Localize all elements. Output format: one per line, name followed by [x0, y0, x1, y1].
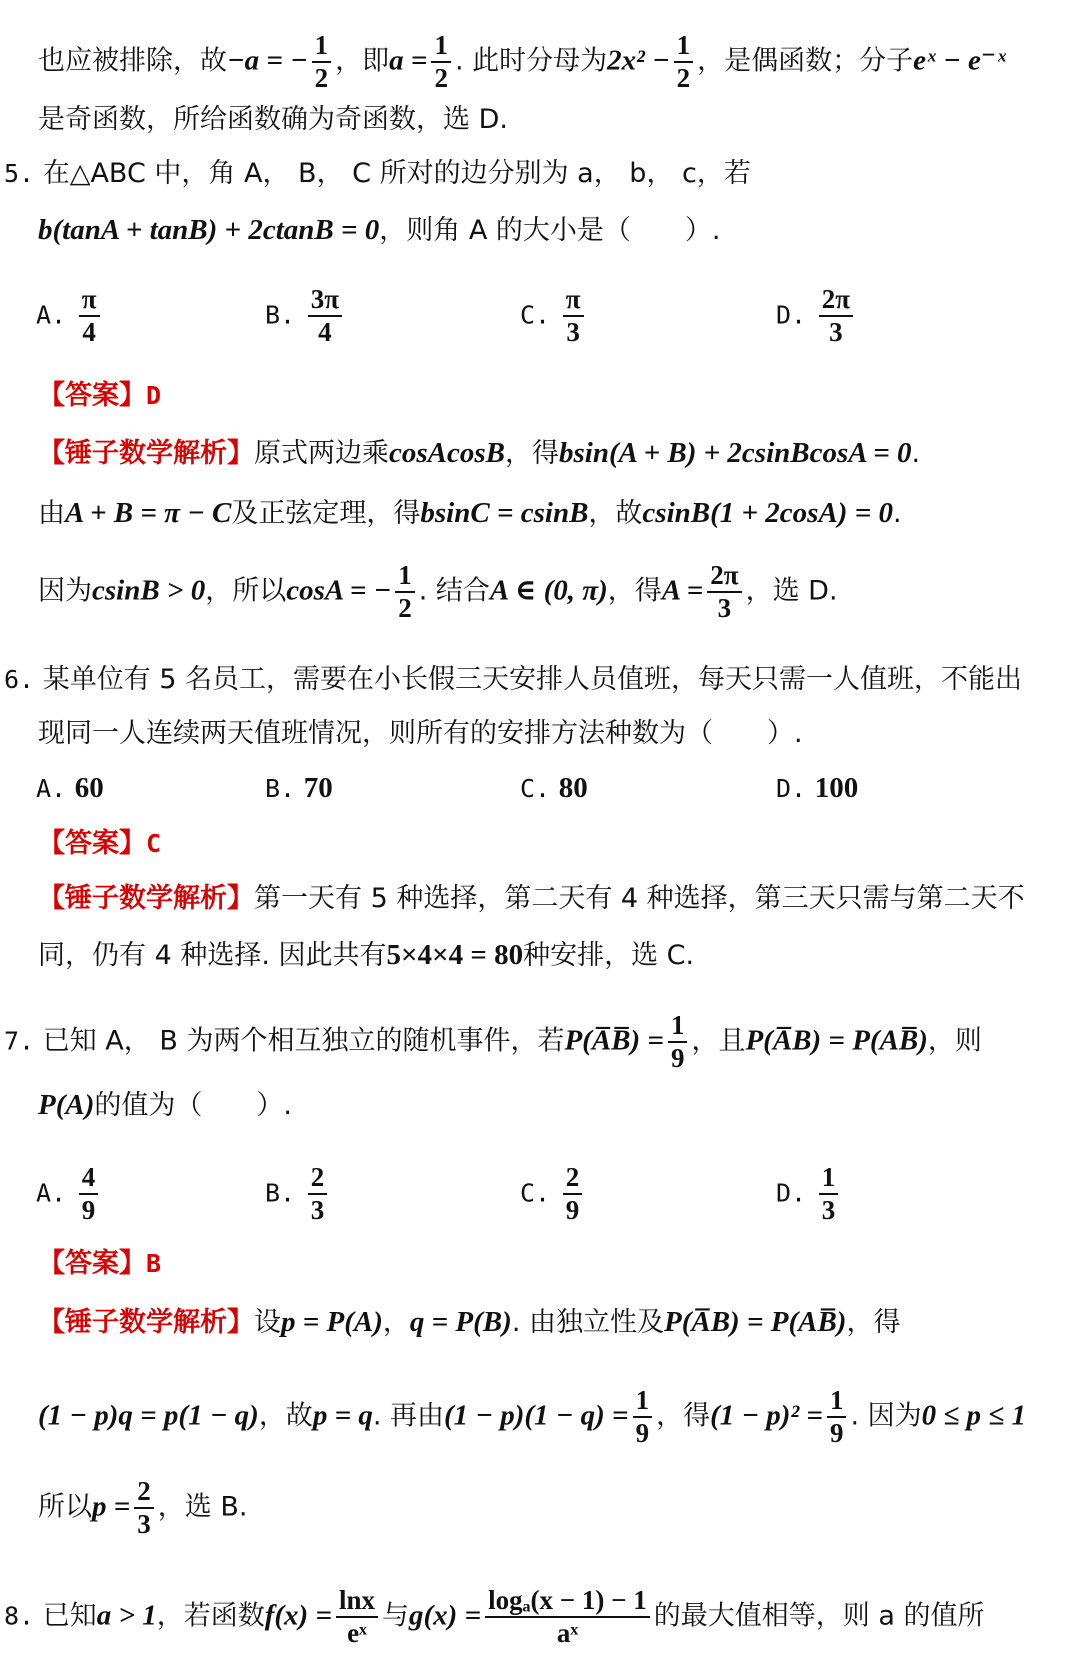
text: ，故	[258, 1400, 313, 1432]
math: A ∈ (0, π)	[489, 574, 608, 607]
text: ，	[382, 1307, 410, 1338]
math: csinB > 0	[92, 574, 206, 607]
frac-num: 4	[79, 1162, 99, 1195]
fraction	[485, 1585, 650, 1649]
q7-option-a	[36, 1162, 102, 1226]
analysis-tag: 【锤子数学解析】	[38, 1307, 254, 1338]
frac-num: 3π	[308, 284, 342, 317]
frac-den: 4	[82, 317, 96, 347]
answer-value: D	[146, 381, 162, 410]
q7-analysis-line-1	[38, 1305, 1080, 1340]
analysis-tag: 【锤子数学解析】	[38, 438, 254, 469]
option-letter: B.	[265, 774, 296, 803]
frac-den: aˣ	[556, 1618, 579, 1648]
option-letter: A.	[36, 1178, 67, 1208]
text: 种安排，选 C.	[523, 940, 695, 971]
fraction	[827, 1385, 847, 1449]
fraction	[668, 1010, 688, 1074]
option-letter: A.	[36, 774, 67, 803]
q7-analysis-line-3	[38, 1476, 1080, 1540]
math: bsinC = csinB	[420, 497, 589, 529]
text: ，得	[846, 1307, 901, 1338]
question-number: 6.	[4, 665, 35, 694]
math: cosA = −	[286, 574, 392, 607]
frac-num: 2π	[819, 284, 853, 317]
frac-den: 9	[635, 1418, 650, 1448]
math: A + B = π − C	[65, 497, 232, 529]
math: A =	[661, 574, 704, 607]
answer-tag: 【答案】	[38, 380, 146, 411]
option-letter: D.	[776, 1178, 807, 1208]
frac-num: 2	[563, 1162, 583, 1195]
q7-option-d	[776, 1162, 842, 1226]
frac-den: 3	[310, 1195, 325, 1225]
text: ，是偶函数；分子	[697, 45, 914, 77]
answer-tag: 【答案】	[38, 828, 146, 859]
option-letter: A.	[36, 300, 67, 330]
question-text: 的值为（ ）.	[94, 1090, 292, 1121]
answer-value: C	[146, 829, 162, 858]
fraction	[134, 1476, 154, 1540]
option-value: 70	[303, 772, 333, 804]
math: 5×4×4 = 80	[386, 939, 524, 971]
q5-stem-line-1	[4, 157, 1080, 191]
question-text: ，则角 A 的大小是（ ）.	[379, 215, 721, 246]
option-value: 80	[558, 772, 588, 804]
text: 第一天有 5 种选择，第二天有 4 种选择，第三天只需与第二天不	[254, 883, 1025, 914]
text: ，即	[335, 45, 390, 77]
option-value: 100	[814, 772, 859, 804]
text: ，故	[588, 498, 643, 529]
text: ，选 B.	[157, 1491, 248, 1523]
q5-answer	[38, 379, 1080, 413]
text: ，得	[656, 1400, 711, 1432]
math: P(A̅B) = P(AB̅)	[745, 1024, 928, 1057]
frac-den: 4	[318, 317, 332, 347]
frac-num: π	[79, 284, 100, 317]
q7-stem-line-1	[4, 1010, 1080, 1074]
frac-den: 9	[81, 1195, 96, 1225]
frac-den: 9	[565, 1195, 580, 1225]
q5-analysis-line-2	[38, 496, 1080, 531]
text: ，选 D.	[745, 575, 838, 607]
math: (1 − p)(1 − q) =	[444, 1399, 629, 1432]
math: p = P(A)	[281, 1306, 383, 1338]
question-number: 7.	[4, 1026, 35, 1056]
math: (1 − p)q = p(1 − q)	[38, 1399, 259, 1432]
math: eˣ − e⁻ˣ	[913, 44, 1006, 77]
fraction	[431, 30, 451, 94]
option-value: 60	[74, 772, 104, 804]
math: p = q	[312, 1399, 373, 1432]
frac-den: 3	[566, 317, 580, 347]
frac-num: 1	[431, 30, 451, 63]
math: P(A̅B) = P(AB̅)	[663, 1306, 847, 1338]
frac-num: 1	[827, 1385, 847, 1418]
question-text: 的最大值相等，则 a 的值所	[653, 1600, 985, 1632]
frac-num: logₐ(x − 1) − 1	[485, 1585, 650, 1618]
text: . 结合	[418, 575, 490, 607]
math: P(A̅B̅) =	[564, 1024, 664, 1057]
math: P(A)	[38, 1089, 95, 1121]
fraction	[819, 284, 853, 348]
frac-den: 3	[821, 1195, 836, 1225]
prev-solution-line-1	[38, 30, 1080, 94]
question-text: ，则	[927, 1025, 982, 1057]
fraction	[395, 560, 415, 624]
q6-stem-line-1	[4, 663, 1080, 697]
question-text: 已知 A， B 为两个相互独立的随机事件，若	[42, 1025, 565, 1057]
question-number: 8.	[4, 1601, 35, 1631]
q5-option-d	[776, 284, 857, 348]
fraction	[674, 30, 694, 94]
frac-den: 9	[829, 1418, 844, 1448]
text: .	[892, 498, 902, 529]
q7-option-c	[520, 1162, 586, 1226]
math: bsin(A + B) + 2csinBcosA = 0	[559, 437, 912, 469]
question-text: ，若函数	[156, 1600, 265, 1632]
option-letter: B.	[265, 1178, 296, 1208]
fraction	[563, 284, 584, 348]
fraction	[563, 1162, 583, 1226]
math: −a = −	[227, 44, 308, 77]
text: 原式两边乘	[254, 438, 389, 469]
text: 同，仍有 4 种选择. 因此共有	[38, 940, 387, 971]
math: a > 1	[96, 1599, 157, 1632]
option-letter: D.	[776, 300, 807, 330]
frac-num: 1	[395, 560, 415, 593]
q6-stem-line-2: 现同一人连续两天值班情况，则所有的安排方法种数为（ ）.	[38, 718, 803, 749]
text: ，得	[505, 438, 559, 469]
math: a =	[389, 44, 428, 77]
fraction	[312, 30, 332, 94]
text: . 再由	[372, 1400, 445, 1432]
frac-num: 1	[674, 30, 694, 63]
frac-num: π	[563, 284, 584, 317]
q7-analysis-line-2	[38, 1385, 1080, 1449]
math: 2x² −	[607, 44, 670, 77]
analysis-tag: 【锤子数学解析】	[38, 883, 254, 914]
text: . 由独立性及	[511, 1307, 664, 1338]
frac-num: lnx	[336, 1585, 378, 1618]
fraction	[707, 560, 741, 624]
fraction	[79, 1162, 99, 1226]
frac-num: 2	[134, 1476, 154, 1509]
frac-den: 3	[137, 1509, 151, 1539]
q5-stem-line-2	[38, 213, 1080, 248]
fraction	[819, 1162, 839, 1226]
q6-analysis-line-1	[38, 882, 1080, 916]
fraction	[79, 284, 100, 348]
math: q = P(B)	[409, 1306, 512, 1338]
q6-option-a	[36, 772, 104, 805]
option-letter: C.	[520, 1178, 551, 1208]
frac-num: 1	[668, 1010, 688, 1043]
math: g(x) =	[409, 1599, 482, 1632]
q6-option-b	[265, 772, 333, 805]
answer-tag: 【答案】	[38, 1248, 146, 1279]
frac-den: 2	[314, 63, 329, 93]
q6-option-c	[520, 772, 588, 805]
text: .	[911, 438, 921, 469]
frac-den: 2	[434, 63, 448, 93]
option-letter: C.	[520, 300, 551, 330]
q6-analysis-line-2	[38, 938, 1080, 973]
text: ，得	[607, 575, 662, 607]
question-text: 在△ABC 中，角 A， B， C 所对的边分别为 a， b， c，若	[42, 158, 751, 189]
q6-answer	[38, 827, 1080, 861]
question-text: ，且	[691, 1025, 746, 1057]
text: . 因为	[850, 1400, 922, 1432]
text: 及正弦定理，得	[231, 498, 421, 529]
math: p =	[92, 1490, 131, 1523]
frac-den: 2	[676, 63, 691, 93]
q5-option-b	[265, 284, 346, 348]
question-text: 已知	[42, 1600, 97, 1632]
option-letter: B.	[265, 300, 296, 330]
frac-num: 1	[819, 1162, 839, 1195]
question-text: 与	[382, 1600, 410, 1632]
math: cosAcosB	[389, 437, 505, 469]
q8-stem-line-1	[4, 1585, 1080, 1649]
text: 因为	[38, 575, 92, 607]
frac-num: 2	[308, 1162, 328, 1195]
prev-solution-line-2: 是奇函数，所给函数确为奇函数，选 D.	[38, 104, 508, 135]
q5-option-a	[36, 284, 104, 348]
math: f(x) =	[264, 1599, 332, 1632]
fraction	[308, 1162, 328, 1226]
question-text: 某单位有 5 名员工，需要在小长假三天安排人员值班，每天只需一人值班，不能出	[42, 664, 1023, 695]
q7-answer	[38, 1247, 1080, 1281]
answer-value: B	[146, 1249, 162, 1278]
q7-option-b	[265, 1162, 331, 1226]
frac-num: 1	[633, 1385, 653, 1418]
text: 由	[38, 498, 65, 529]
math: b(tanA + tanB) + 2ctanB = 0	[38, 214, 380, 246]
fraction	[336, 1585, 378, 1649]
fraction	[308, 284, 342, 348]
math: csinB(1 + 2cosA) = 0	[642, 497, 893, 529]
text: ，所以	[205, 575, 287, 607]
math: (1 − p)² =	[710, 1399, 823, 1432]
q6-option-d	[776, 772, 858, 805]
q7-stem-line-2	[38, 1088, 1080, 1123]
frac-num: 1	[312, 30, 332, 63]
text: 所以	[38, 1491, 92, 1523]
option-letter: C.	[520, 774, 551, 803]
frac-den: 2	[398, 593, 412, 623]
text: 也应被排除，故	[38, 45, 227, 77]
frac-den: eˣ	[347, 1618, 367, 1648]
q5-analysis-line-3	[38, 560, 1080, 624]
q5-analysis-line-1	[38, 436, 1080, 471]
question-number: 5.	[4, 159, 35, 188]
q5-option-c	[520, 284, 588, 348]
frac-den: 3	[717, 593, 732, 623]
frac-den: 3	[829, 317, 843, 347]
option-letter: D.	[776, 774, 807, 803]
text: 设	[254, 1307, 281, 1338]
text: . 此时分母为	[454, 45, 608, 77]
math: 0 ≤ p ≤ 1	[921, 1399, 1026, 1432]
frac-num: 2π	[707, 560, 741, 593]
frac-den: 9	[670, 1043, 685, 1073]
fraction	[633, 1385, 653, 1449]
